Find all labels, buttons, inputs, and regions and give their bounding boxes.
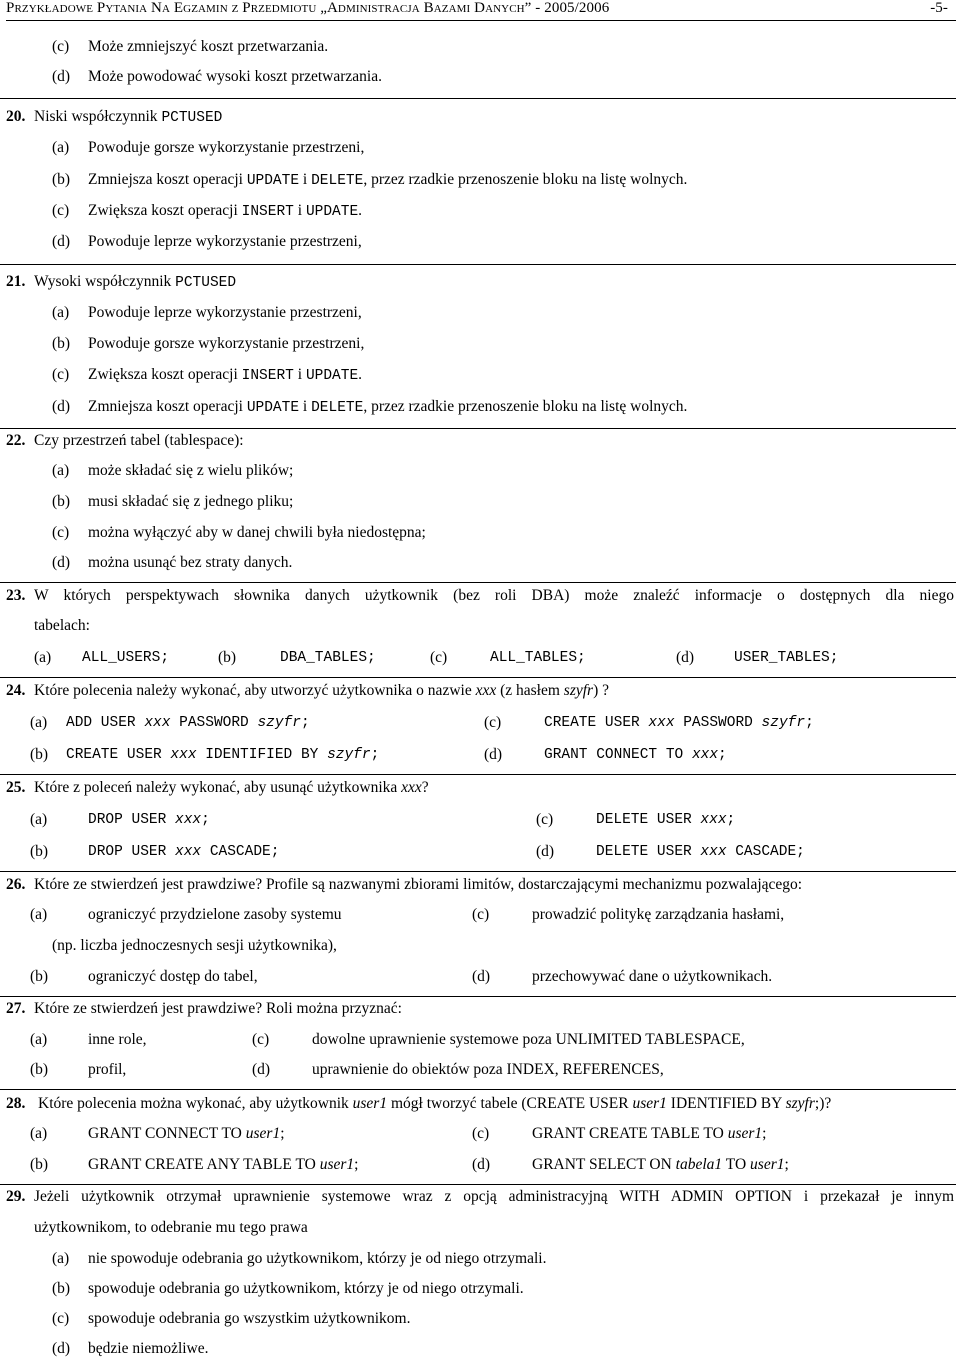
separator [0, 428, 956, 429]
q23-question: 23. W których perspektywach słownika danych użytkownik (bez roli DBA) może znaleźć informacje o dostępnych dla niego [6, 587, 954, 604]
separator [0, 264, 956, 265]
page-header [6, 0, 956, 21]
separator [0, 1184, 956, 1185]
exam-page: Przykładowe Pytania Na Egzamin z Przedmiotu „Administracja Bazami Danych” - 2005/2006 -5- (c) Może zmniejszyć koszt przetwarzania. (d) Może powodować wysoki koszt przetwarzania. 20. Niski współczynnik PCTUSED (a) Powoduje gorsze wykorzystanie przestrzeni, (b) Zmniejsza koszt operacji UPDATE i DELETE, przez rzadkie przenoszenie bloku na listę wolnych. (c) Zwiększa koszt operacji INSERT i UPDATE. (d) Powoduje leprze wykorzystanie przestrzeni, 21. Wysoki współczynnik PCTUSED (a) Powoduje leprze wykorzystanie przestrzeni, (b) Powoduje gorsze wykorzystanie przestrzeni, (c) Zwiększa koszt operacji INSERT i UPDATE. (d) Zmniejsza koszt operacji UPDATE i DELETE, przez rzadkie przenoszenie bloku na listę wolnych. 22. Czy przestrzeń tabel (tablespace): (a) może składać się z wielu plików; (b) musi składać się z jednego pliku; (c) można wyłączyć aby w danej chwili była niedostępna; (d) można usunąć bez straty danych. 23. W których perspektywach słownika danych użytkownik (bez roli DBA) może znaleźć informacje o dostępnych dla niego tabelach: (a) ALL_USERS; (b) DBA_TABLES; (c) ALL_TABLES; (d) USER_TABLES; 24. Które polecenia należy wykonać, aby utworzyć użytkownika o nazwie xxx (z hasłem szyfr) ? (a) ADD USER xxx PASSWORD szyfr; (c) CREATE USER xxx PASSWORD szyfr; (b) CREATE USER xxx IDENTIFIED BY szyfr; (d) GRANT CONNECT TO xxx; 25. Które z poleceń należy wykonać, aby usunąć użytkownika xxx? (a) DROP USER xxx; (c) DELETE USER xxx; (b) DROP USER xxx CASCADE; (d) DELETE USER xxx CASCADE; 26. Które ze stwierdzeń jest prawdziwe? Profile są nazwanymi zbiorami limitów, dostarczającymi mechanizmu pozwalającego: (a) ograniczyć przydzielone zasoby systemu (c) prowadzić politykę zarządzania hasłami, (np. liczba jednoczesnych sesji użytkownika), (b) ograniczyć dostęp do tabel, (d) przechowywać dane o użytkownikach. 27. Które ze stwierdzeń jest prawdziwe? Roli można przyznać: (a) inne role, (c) dowolne uprawnienie systemowe poza UNLIMITED TABLESPACE, (b) profil, (d) uprawnienie do obiektów poza INDEX, REFERENCES, 28. Które polecenia można wykonać, aby użytkownik user1 mógł tworzyć tabele (CREATE USER user1 IDENTIFIED BY szyfr;)? (a) GRANT CONNECT TO user1; (c) GRANT CREATE TABLE TO user1; (b) GRANT CREATE ANY TABLE TO user1; (d) GRANT SELECT ON tabela1 TO user1; 29. Jeżeli użytkownik otrzymał uprawnienie systemowe wraz z opcją administracyjną WITH ADMIN OPTION i przekazał je innym użytkownikom, to odebranie mu tego prawa (a) nie spowoduje odebrania go użytkownikom, którzy je od niego otrzymali. (b) spowoduje odebrania go użytkownikom, którzy je od niego otrzymali. (c) spowoduje odebrania go wszystkim użytkownikom. (d) będzie niemożliwe. [0, 0, 960, 1360]
page-number: -5- [930, 0, 948, 16]
separator [0, 582, 956, 583]
separator [0, 774, 956, 775]
separator [0, 871, 956, 872]
header-title: Przykładowe Pytania Na Egzamin z Przedmiotu „Administracja Bazami Danych” - 2005/2006 [6, 0, 610, 16]
separator [0, 996, 956, 997]
separator [0, 677, 956, 678]
q29-question: 29. Jeżeli użytkownik otrzymał uprawnienie systemowe wraz z opcją administracyjną WITH ADMIN OPTION i przekazał je innym [6, 1188, 954, 1205]
separator [0, 98, 956, 99]
separator [0, 1089, 956, 1090]
